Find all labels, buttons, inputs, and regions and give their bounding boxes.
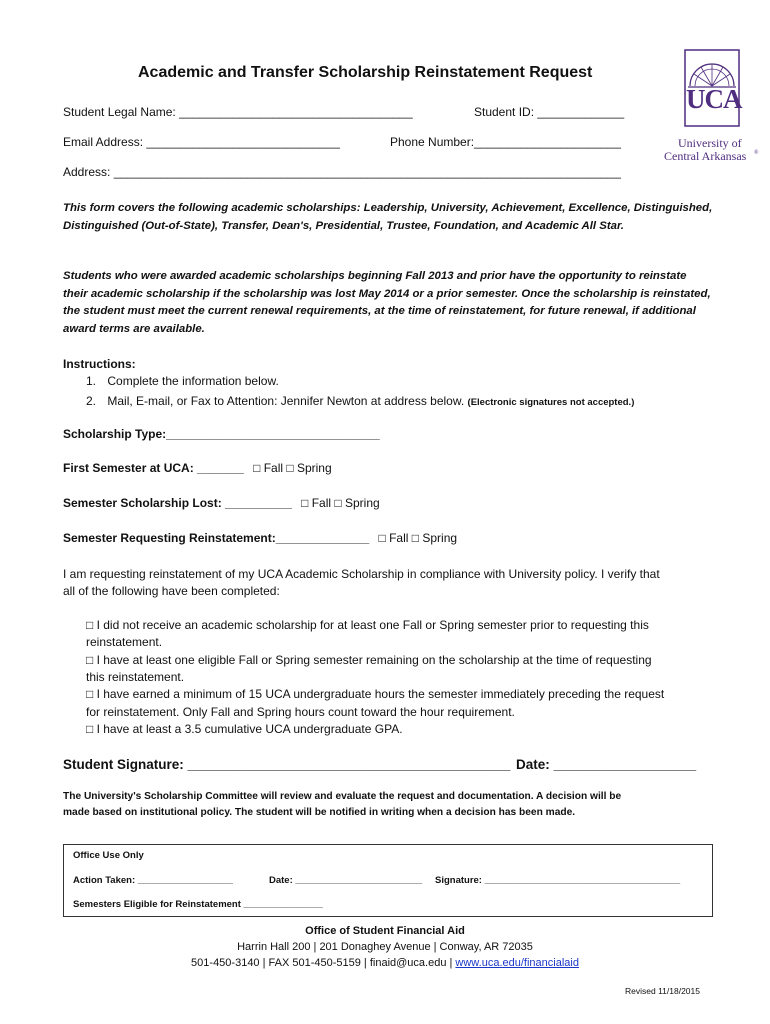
logo-line2: Central Arkansas <box>664 149 747 163</box>
signature-date-field[interactable]: Date: ___________________ <box>516 757 697 772</box>
instruction-number: 1. <box>86 374 97 388</box>
covered-scholarships-paragraph: This form covers the following academic scholarships: Leadership, University, Achievement, Excellence, Distinguished, Distinguished (Out-of-State), Transfer, Dean's, Presidential, Trustee, Foundation, and Academic All Star. <box>63 202 713 232</box>
semester-lost-checkboxes[interactable]: □ Fall □ Spring <box>301 496 380 510</box>
requesting-semester-checkboxes[interactable]: □ Fall □ Spring <box>378 531 458 545</box>
verify-checkbox-3-cont: for reinstatement. Only Fall and Spring hours count toward the hour requirement. <box>86 705 515 719</box>
semester-lost-field[interactable]: Semester Scholarship Lost: __________ <box>63 496 292 510</box>
logo-registered-mark: ® <box>754 150 759 156</box>
instructions-heading: Instructions: <box>63 357 136 371</box>
instruction-item <box>86 394 634 408</box>
instruction-text: Mail, E-mail, or Fax to Attention: Jennifer Newton at address below. <box>107 394 465 408</box>
verify-checkbox-2[interactable]: □ I have at least one eligible Fall or Spring semester remaining on the scholarship at the time of requesting <box>86 653 652 667</box>
footer-contact: 501-450-3140 | FAX 501-450-5159 | finaid@uca.edu | <box>191 957 456 969</box>
student-id-field[interactable]: Student ID: _____________ <box>474 105 625 119</box>
verify-checkbox-4[interactable]: □ I have at least a 3.5 cumulative UCA undergraduate GPA. <box>86 722 403 736</box>
footer-office-name: Office of Student Financial Aid <box>305 925 465 937</box>
revised-date: Revised 11/18/2015 <box>625 986 700 996</box>
office-signature-field[interactable]: Signature: _____________________________________ <box>435 875 681 886</box>
scholarship-type-field[interactable]: Scholarship Type:________________________________ <box>63 427 380 441</box>
footer-contact-line <box>0 957 770 969</box>
logo-line1: University of <box>678 136 742 150</box>
verify-checkbox-2-cont: this reinstatement. <box>86 670 185 684</box>
phone-field[interactable]: Phone Number:______________________ <box>390 135 621 149</box>
instruction-item <box>86 374 279 388</box>
email-field[interactable]: Email Address: _____________________________ <box>63 135 340 149</box>
first-semester-field[interactable]: First Semester at UCA: _______ <box>63 461 244 475</box>
legal-name-field[interactable]: Student Legal Name: ___________________________________ <box>63 105 413 119</box>
semester-lost-row <box>63 496 380 510</box>
page-title: Academic and Transfer Scholarship Reinstatement Request <box>138 64 593 81</box>
student-signature-field[interactable]: Student Signature: ___________________________________________ <box>63 757 511 772</box>
eligibility-paragraph: Students who were awarded academic scholarships beginning Fall 2013 and prior have the opportunity to reinstate their academic scholarship if the scholarship was lost May 2014 or a prior semester. Once the scholarship is reinstated, the student must meet the current renewal requirements, at the time of reinstatement, for future renewal, if additional award terms are available. <box>63 270 711 335</box>
footer-address: Harrin Hall 200 | 201 Donaghey Avenue | Conway, AR 72035 <box>237 941 533 953</box>
office-semesters-field[interactable]: Semesters Eligible for Reinstatement _______________ <box>73 899 323 910</box>
verification-intro: I am requesting reinstatement of my UCA Academic Scholarship in compliance with University policy. I verify that <box>63 567 660 581</box>
committee-note: The University's Scholarship Committee will review and evaluate the request and documentation. A decision will be <box>63 791 622 802</box>
verification-intro-cont: all of the following have been completed: <box>63 584 280 598</box>
uca-logo <box>664 48 760 166</box>
office-use-box <box>63 844 713 917</box>
office-date-field[interactable]: Date: ________________________ <box>269 875 423 886</box>
address-field[interactable]: Address: ____________________________________________________________________________ <box>63 165 621 179</box>
instruction-text: Complete the information below. <box>107 374 279 388</box>
verify-checkbox-1[interactable]: □ I did not receive an academic scholarship for at least one Fall or Spring semester prior to requesting this <box>86 618 649 632</box>
requesting-semester-field[interactable]: Semester Requesting Reinstatement:______________ <box>63 531 370 545</box>
office-action-taken-field[interactable]: Action Taken: __________________ <box>73 875 233 886</box>
first-semester-row <box>63 461 332 475</box>
committee-note-cont: made based on institutional policy. The student will be notified in writing when a decision has been made. <box>63 807 576 818</box>
instruction-note: (Electronic signatures not accepted.) <box>467 397 635 408</box>
instruction-number: 2. <box>86 394 97 408</box>
verify-checkbox-3[interactable]: □ I have earned a minimum of 15 UCA undergraduate hours the semester immediately preceding the request <box>86 687 665 701</box>
logo-monogram: UCA <box>686 84 742 114</box>
verify-checkbox-1-cont: reinstatement. <box>86 635 163 649</box>
office-use-heading: Office Use Only <box>73 850 144 861</box>
first-semester-checkboxes[interactable]: □ Fall □ Spring <box>253 461 332 475</box>
requesting-semester-row <box>63 531 457 545</box>
financial-aid-link[interactable]: www.uca.edu/financialaid <box>455 957 579 969</box>
